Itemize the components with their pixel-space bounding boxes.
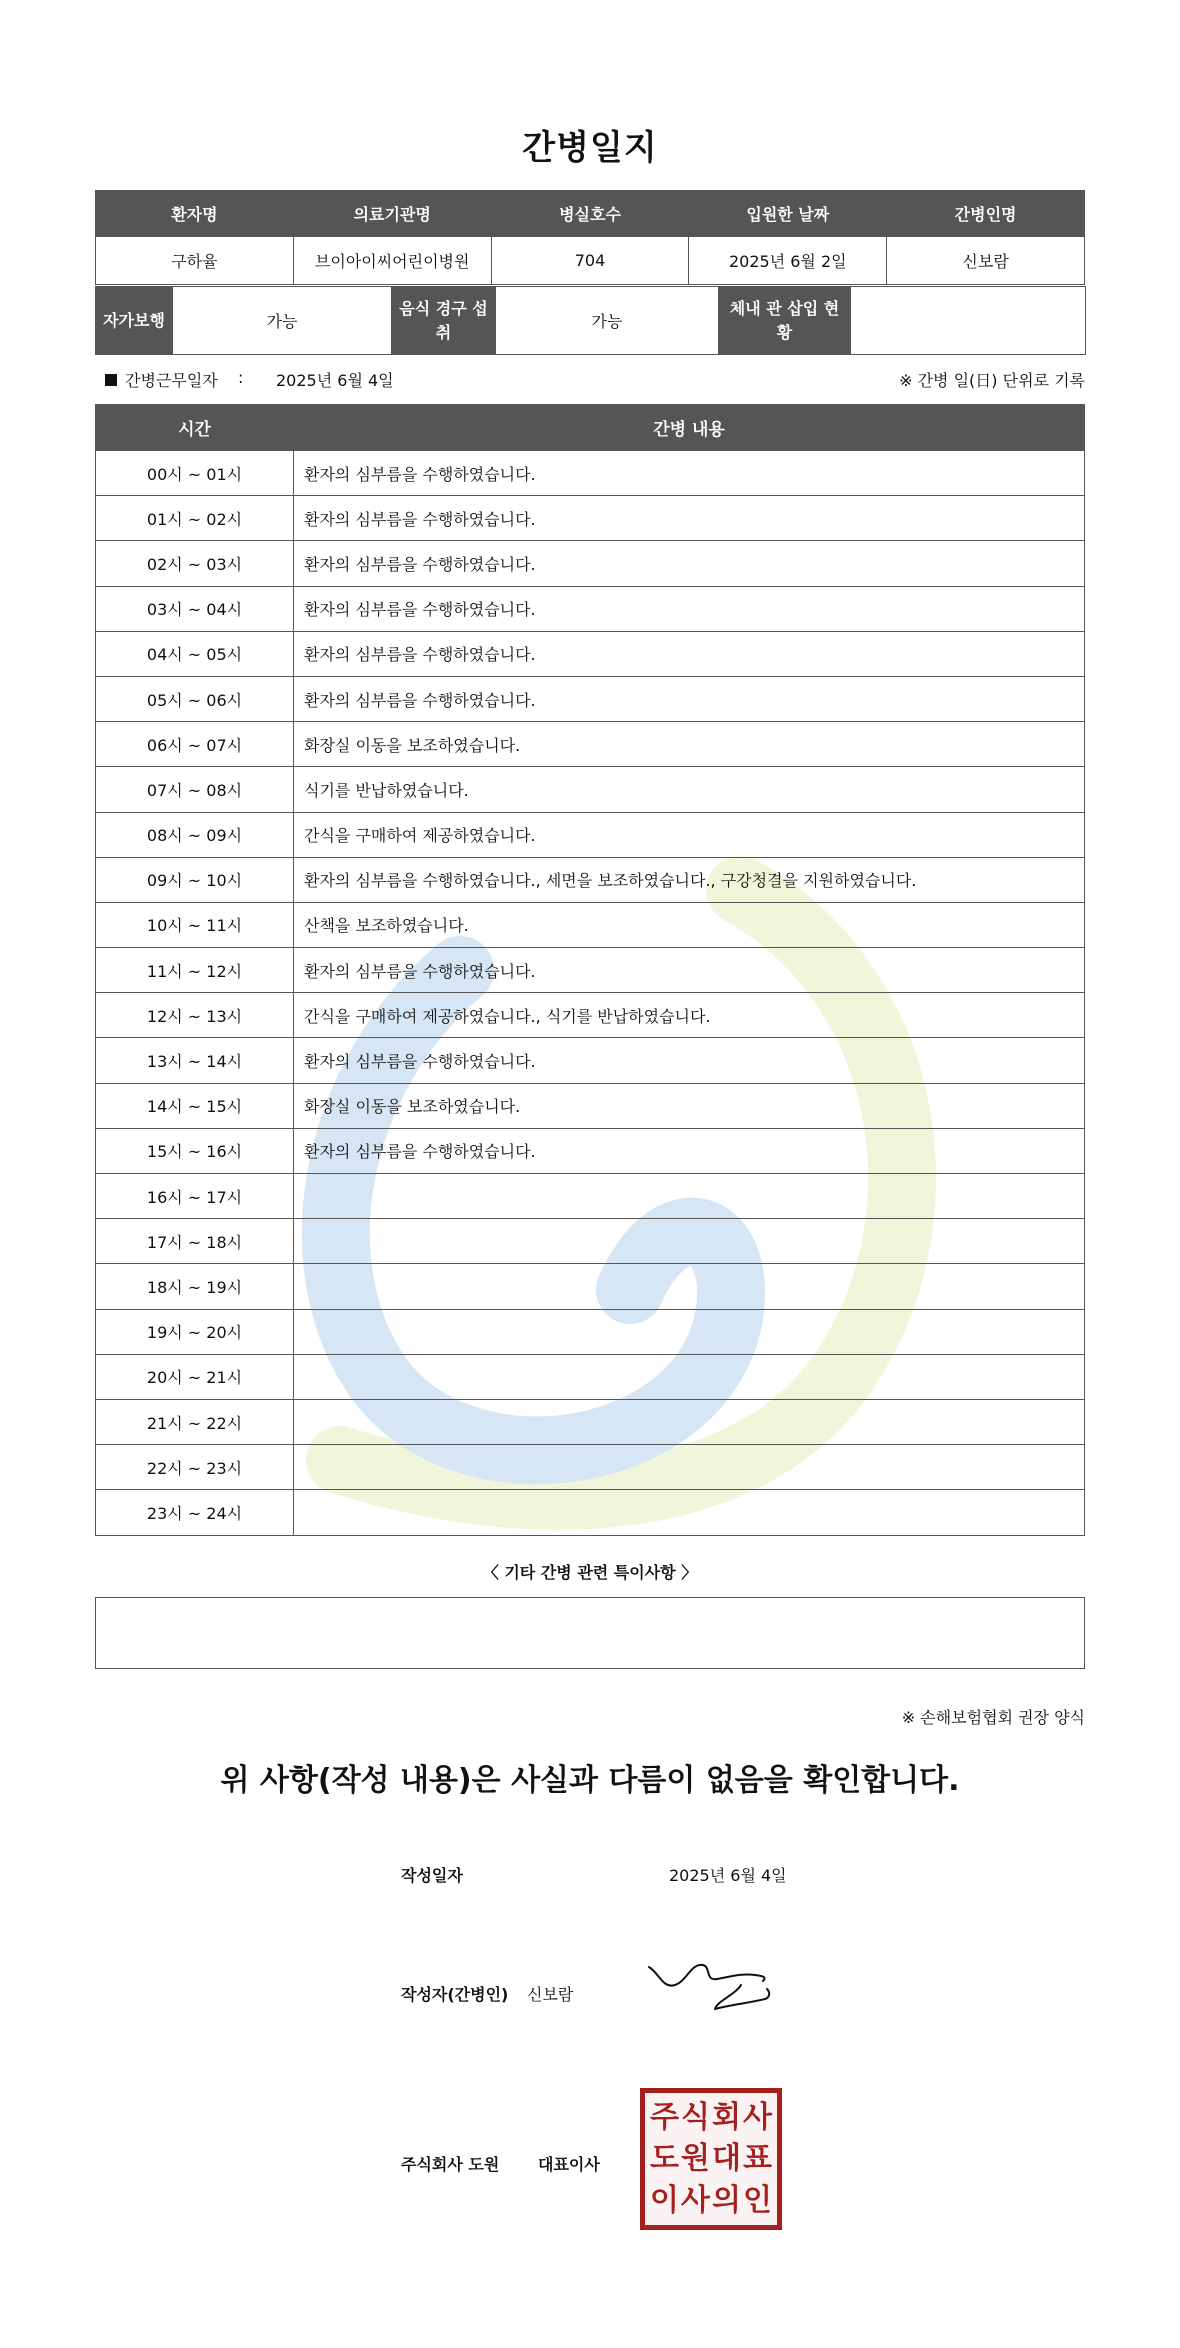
time-cell: 19시 ~ 20시 [96, 1309, 294, 1354]
time-cell: 14시 ~ 15시 [96, 1083, 294, 1128]
care-content-cell [294, 1264, 1085, 1309]
table-row [96, 948, 1085, 993]
seal-character: 인 [743, 2182, 772, 2218]
work-date-value: 2025년 6월 4일 [276, 371, 394, 390]
care-content-cell: 환자의 심부름을 수행하였습니다. [294, 948, 1085, 993]
hospital-name: 브이아이씨어린이병원 [293, 237, 491, 285]
header-room-number: 병실호수 [491, 191, 689, 237]
time-cell: 12시 ~ 13시 [96, 993, 294, 1038]
work-date-row [105, 368, 1085, 392]
time-cell: 13시 ~ 14시 [96, 1038, 294, 1083]
time-cell: 04시 ~ 05시 [96, 631, 294, 676]
notes-heading: 〈 기타 간병 관련 특이사항 〉 [482, 1563, 698, 1582]
care-content-cell: 화장실 이동을 보조하였습니다. [294, 1083, 1085, 1128]
time-cell: 10시 ~ 11시 [96, 902, 294, 947]
table-row [96, 1309, 1085, 1354]
seal-character: 도 [650, 2141, 679, 2177]
header-hospital-name: 의료기관명 [293, 191, 491, 237]
time-cell: 18시 ~ 19시 [96, 1264, 294, 1309]
table-row [96, 586, 1085, 631]
seal-character: 표 [743, 2141, 772, 2177]
header-care-content: 간병 내용 [294, 405, 1085, 451]
care-log-table [95, 404, 1085, 1536]
time-cell: 20시 ~ 21시 [96, 1354, 294, 1399]
time-cell: 23시 ~ 24시 [96, 1490, 294, 1535]
care-content-cell [294, 1219, 1085, 1264]
header-patient-name: 환자명 [96, 191, 294, 237]
value-oral-intake: 가능 [496, 287, 719, 355]
work-date-label: 간병근무일자 [125, 371, 218, 390]
seal-character: 원 [681, 2141, 710, 2177]
care-content-cell: 환자의 심부름을 수행하였습니다., 세면을 보조하였습니다., 구강청결을 지원하였습니다. [294, 857, 1085, 902]
patient-info-table [95, 190, 1085, 285]
table-row [96, 1399, 1085, 1444]
seal-character: 사 [681, 2182, 710, 2218]
care-content-cell: 식기를 반납하였습니다. [294, 767, 1085, 812]
time-cell: 08시 ~ 09시 [96, 812, 294, 857]
table-row [96, 1264, 1085, 1309]
table-row [96, 1128, 1085, 1173]
patient-status-table [95, 286, 1086, 355]
seal-characters [649, 2097, 773, 2221]
table-row [96, 993, 1085, 1038]
confirmation-statement: 위 사항(작성 내용)은 사실과 다름이 없음을 확인합니다. [220, 1763, 960, 1798]
time-cell: 06시 ~ 07시 [96, 722, 294, 767]
table-row [96, 1445, 1085, 1490]
time-cell: 16시 ~ 17시 [96, 1174, 294, 1219]
table-row [96, 722, 1085, 767]
care-content-cell: 환자의 심부름을 수행하였습니다. [294, 1038, 1085, 1083]
writer-name: 신보람 [527, 1985, 574, 2004]
patient-name: 구하율 [96, 237, 294, 285]
writer-label: 작성자(간병인) [401, 1985, 509, 2004]
table-row [96, 857, 1085, 902]
care-log-body [96, 451, 1085, 1536]
table-row [96, 1219, 1085, 1264]
table-row [96, 496, 1085, 541]
table-row [96, 451, 1085, 496]
seal-character: 대 [712, 2141, 741, 2177]
document-title: 간병일지 [522, 128, 658, 168]
table-row [96, 767, 1085, 812]
table-row [96, 1174, 1085, 1219]
care-content-cell: 환자의 심부름을 수행하였습니다. [294, 451, 1085, 496]
care-content-cell: 환자의 심부름을 수행하였습니다. [294, 496, 1085, 541]
company-seal-stamp [640, 2088, 782, 2230]
table-row [96, 902, 1085, 947]
square-bullet-icon [105, 374, 117, 386]
work-date-colon: : [238, 368, 244, 387]
time-cell: 11시 ~ 12시 [96, 948, 294, 993]
seal-character: 이 [650, 2182, 679, 2218]
time-cell: 17시 ~ 18시 [96, 1219, 294, 1264]
time-cell: 01시 ~ 02시 [96, 496, 294, 541]
care-content-cell [294, 1354, 1085, 1399]
room-number: 704 [491, 237, 689, 285]
time-cell: 09시 ~ 10시 [96, 857, 294, 902]
table-row [96, 1038, 1085, 1083]
date-label: 작성일자 [401, 1866, 463, 1885]
care-content-cell [294, 1445, 1085, 1490]
care-content-cell: 산책을 보조하였습니다. [294, 902, 1085, 947]
table-row [96, 676, 1085, 721]
label-self-walking: 자가보행 [96, 287, 173, 355]
caregiver-name: 신보람 [887, 237, 1085, 285]
time-cell: 05시 ~ 06시 [96, 676, 294, 721]
table-row [96, 631, 1085, 676]
time-cell: 00시 ~ 01시 [96, 451, 294, 496]
time-cell: 02시 ~ 03시 [96, 541, 294, 586]
care-content-cell: 화장실 이동을 보조하였습니다. [294, 722, 1085, 767]
value-self-walking: 가능 [173, 287, 392, 355]
date-value: 2025년 6월 4일 [669, 1866, 787, 1885]
care-content-cell: 환자의 심부름을 수행하였습니다. [294, 586, 1085, 631]
time-cell: 15시 ~ 16시 [96, 1128, 294, 1173]
table-row [96, 1490, 1085, 1535]
table-row [96, 541, 1085, 586]
seal-character: 주 [650, 2100, 679, 2135]
time-cell: 22시 ~ 23시 [96, 1445, 294, 1490]
seal-character: 식 [681, 2100, 710, 2135]
header-caregiver-name: 간병인명 [887, 191, 1085, 237]
time-cell: 07시 ~ 08시 [96, 767, 294, 812]
seal-character: 의 [712, 2182, 741, 2218]
care-content-cell: 환자의 심부름을 수행하였습니다. [294, 631, 1085, 676]
work-date-label-wrap [105, 368, 218, 391]
time-cell: 03시 ~ 04시 [96, 586, 294, 631]
value-tube-insertion [851, 287, 1086, 355]
source-note: ※ 손해보험협회 권장 양식 [901, 1708, 1085, 1727]
ceo-label: 대표이사 [538, 2155, 600, 2174]
seal-character: 사 [743, 2100, 772, 2135]
header-admission-date: 입원한 날짜 [689, 191, 887, 237]
care-content-cell: 환자의 심부름을 수행하였습니다. [294, 541, 1085, 586]
care-content-cell: 간식을 구매하여 제공하였습니다., 식기를 반납하였습니다. [294, 993, 1085, 1038]
seal-character: 회 [712, 2100, 741, 2135]
handwritten-signature [645, 1955, 775, 2025]
care-content-cell [294, 1174, 1085, 1219]
care-content-cell: 환자의 심부름을 수행하였습니다. [294, 1128, 1085, 1173]
care-content-cell: 간식을 구매하여 제공하였습니다. [294, 812, 1085, 857]
table-row [96, 812, 1085, 857]
care-content-cell [294, 1399, 1085, 1444]
company-label: 주식회사 도원 [401, 2155, 500, 2174]
care-content-cell [294, 1490, 1085, 1535]
record-unit-note: ※ 간병 일(日) 단위로 기록 [899, 371, 1085, 390]
table-row [96, 1354, 1085, 1399]
care-content-cell [294, 1309, 1085, 1354]
time-cell: 21시 ~ 22시 [96, 1399, 294, 1444]
care-content-cell: 환자의 심부름을 수행하였습니다. [294, 676, 1085, 721]
header-time: 시간 [96, 405, 294, 451]
label-tube-insertion: 체내 관 삽입 현황 [719, 287, 851, 355]
label-oral-intake: 음식 경구 섭취 [392, 287, 496, 355]
table-row [96, 1083, 1085, 1128]
admission-date: 2025년 6월 2일 [689, 237, 887, 285]
notes-box [95, 1597, 1085, 1669]
